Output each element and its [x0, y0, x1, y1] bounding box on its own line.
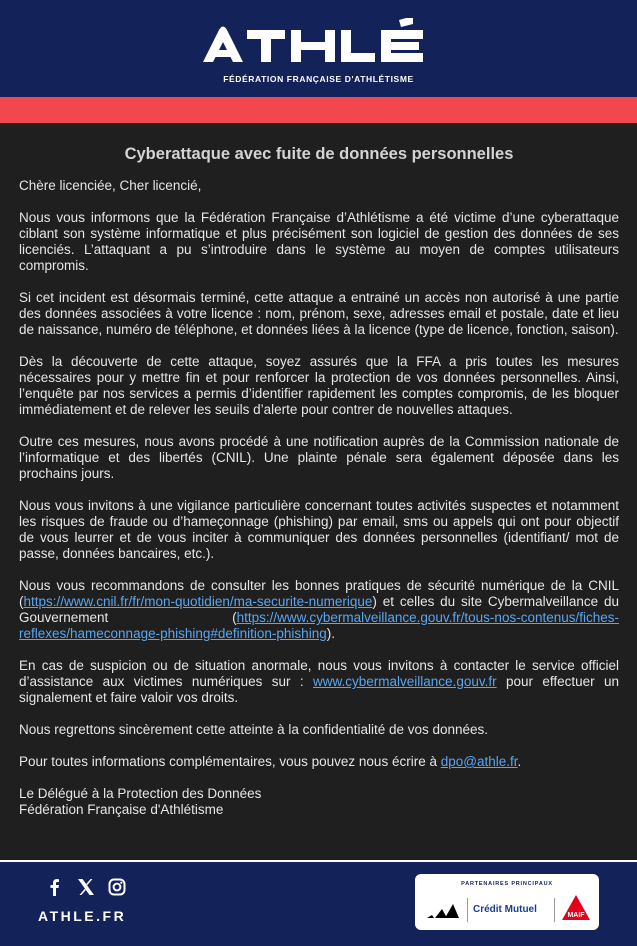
p9-text-b: . — [517, 754, 522, 769]
paragraph-5: Nous vous invitons à une vigilance particulière concernant toutes activités suspectes et notamment les risques de fraude ou d’hameçonnage (phishing) par email, sms ou appels qui ont pour objectif de vous leurrer et de vous inciter à communiquer des données personnelles (identifiant/ mot de passe, données bancaires, etc.). — [19, 498, 619, 561]
paragraph-6 — [19, 578, 619, 642]
partners-title: PARTENAIRES PRINCIPAUX — [461, 881, 553, 887]
p6-text-b: ) et celles du site Cybermalveillance du Gouvernement ( — [19, 594, 619, 625]
maif-label: MAIF — [567, 912, 585, 919]
paragraph-1: Nous vous informons que la Fédération Française d’Athlétisme a été victime d’une cyberattaque ciblant son système informatique et plus précisément son logiciel de gestion des données de ses licenciés. L’attaquant a pu s’introduire dans le système au moyen de comptes utilisateurs compromis. — [19, 210, 619, 273]
credit-mutuel-logo[interactable] — [473, 904, 537, 915]
adidas-logo-icon[interactable] — [425, 898, 461, 927]
credit-mutuel-label: Crédit Mutuel — [473, 904, 537, 915]
cybermalveillance-link[interactable]: www.cybermalveillance.gouv.fr — [313, 674, 497, 689]
paragraph-3: Dès la découverte de cette attaque, soyez assurés que la FFA a pris toutes les mesures nécessaires pour y mettre fin et pour renforcer la protection de vos données personnelles. Ainsi, l’enquête par nos services a permis d’identifier rapidement les comptes compromis, de les bloquer immédiatement et de relever les seuils d’alerte pour contrer de nouvelles attaques. — [19, 354, 619, 417]
partner-separator — [554, 898, 555, 922]
email-body — [0, 123, 637, 860]
maif-logo[interactable] — [561, 894, 591, 929]
paragraph-7 — [19, 658, 619, 706]
cnil-link[interactable]: https://www.cnil.fr/fr/mon-quotidien/ma-securite-numerique — [23, 594, 373, 609]
logo-subtitle: FÉDÉRATION FRANÇAISE D'ATHLÉTISME — [223, 74, 414, 84]
paragraph-9 — [19, 754, 619, 770]
signature-line-2: Fédération Française d'Athlétisme — [19, 802, 224, 817]
signature-line-1: Le Délégué à la Protection des Données — [19, 786, 262, 801]
paragraph-4: Outre ces mesures, nous avons procédé à une notification auprès de la Commission nationale de l’informatique et des libertés (CNIL). Une plainte pénale sera également déposée dans les prochains jours. — [19, 434, 619, 481]
footer — [0, 860, 637, 946]
email-title: Cyberattaque avec fuite de données personnelles — [124, 145, 514, 163]
p7-text-a: En cas de suspicion ou de situation anormale, nous vous invitons à contacter le service officiel d’assistance aux victimes numériques sur : — [19, 658, 619, 689]
email-body-inner — [19, 145, 619, 818]
instagram-icon[interactable] — [108, 878, 126, 896]
p6-text-c: ). — [326, 626, 335, 641]
x-icon[interactable] — [77, 878, 95, 896]
facebook-icon[interactable] — [46, 878, 64, 896]
paragraph-2: Si cet incident est désormais terminé, cette attaque a entrainé un accès non autorisé à une partie des données associées à votre licence : nom, prénom, sexe, adresses email et postale, date et lieu de naissance, numéro de téléphone, et données liées à la licence (type de licence, fonction, saison). — [19, 290, 619, 337]
greeting: Chère licenciée, Cher licencié, — [19, 178, 202, 193]
p7-text-b: pour effectuer un signalement et faire valoir vos droits. — [19, 674, 619, 705]
site-link[interactable]: ATHLE.FR — [38, 908, 127, 924]
p9-text-a: Pour toutes informations complémentaires, vous pouvez nous écrire à — [19, 754, 441, 769]
athle-logo[interactable] — [0, 18, 637, 84]
paragraph-8: Nous regrettons sincèrement cette atteinte à la confidentialité de vos données. — [19, 722, 489, 737]
p6-text-a: Nous vous recommandons de consulter les bonnes pratiques de sécurité numérique de la CNIL ( — [19, 578, 619, 609]
dpo-email-link[interactable]: dpo@athle.fr — [440, 754, 518, 769]
partners-box — [415, 874, 599, 930]
athle-logo-wordmark — [199, 18, 439, 68]
social-links — [46, 878, 126, 896]
red-band — [0, 97, 637, 123]
header — [0, 0, 637, 97]
partner-separator — [467, 898, 468, 922]
cybermalveillance-phishing-link[interactable]: https://www.cybermalveillance.gouv.fr/tous-nos-contenus/fiches-reflexes/hameconnage-phishing#definition-phishing — [19, 610, 619, 641]
